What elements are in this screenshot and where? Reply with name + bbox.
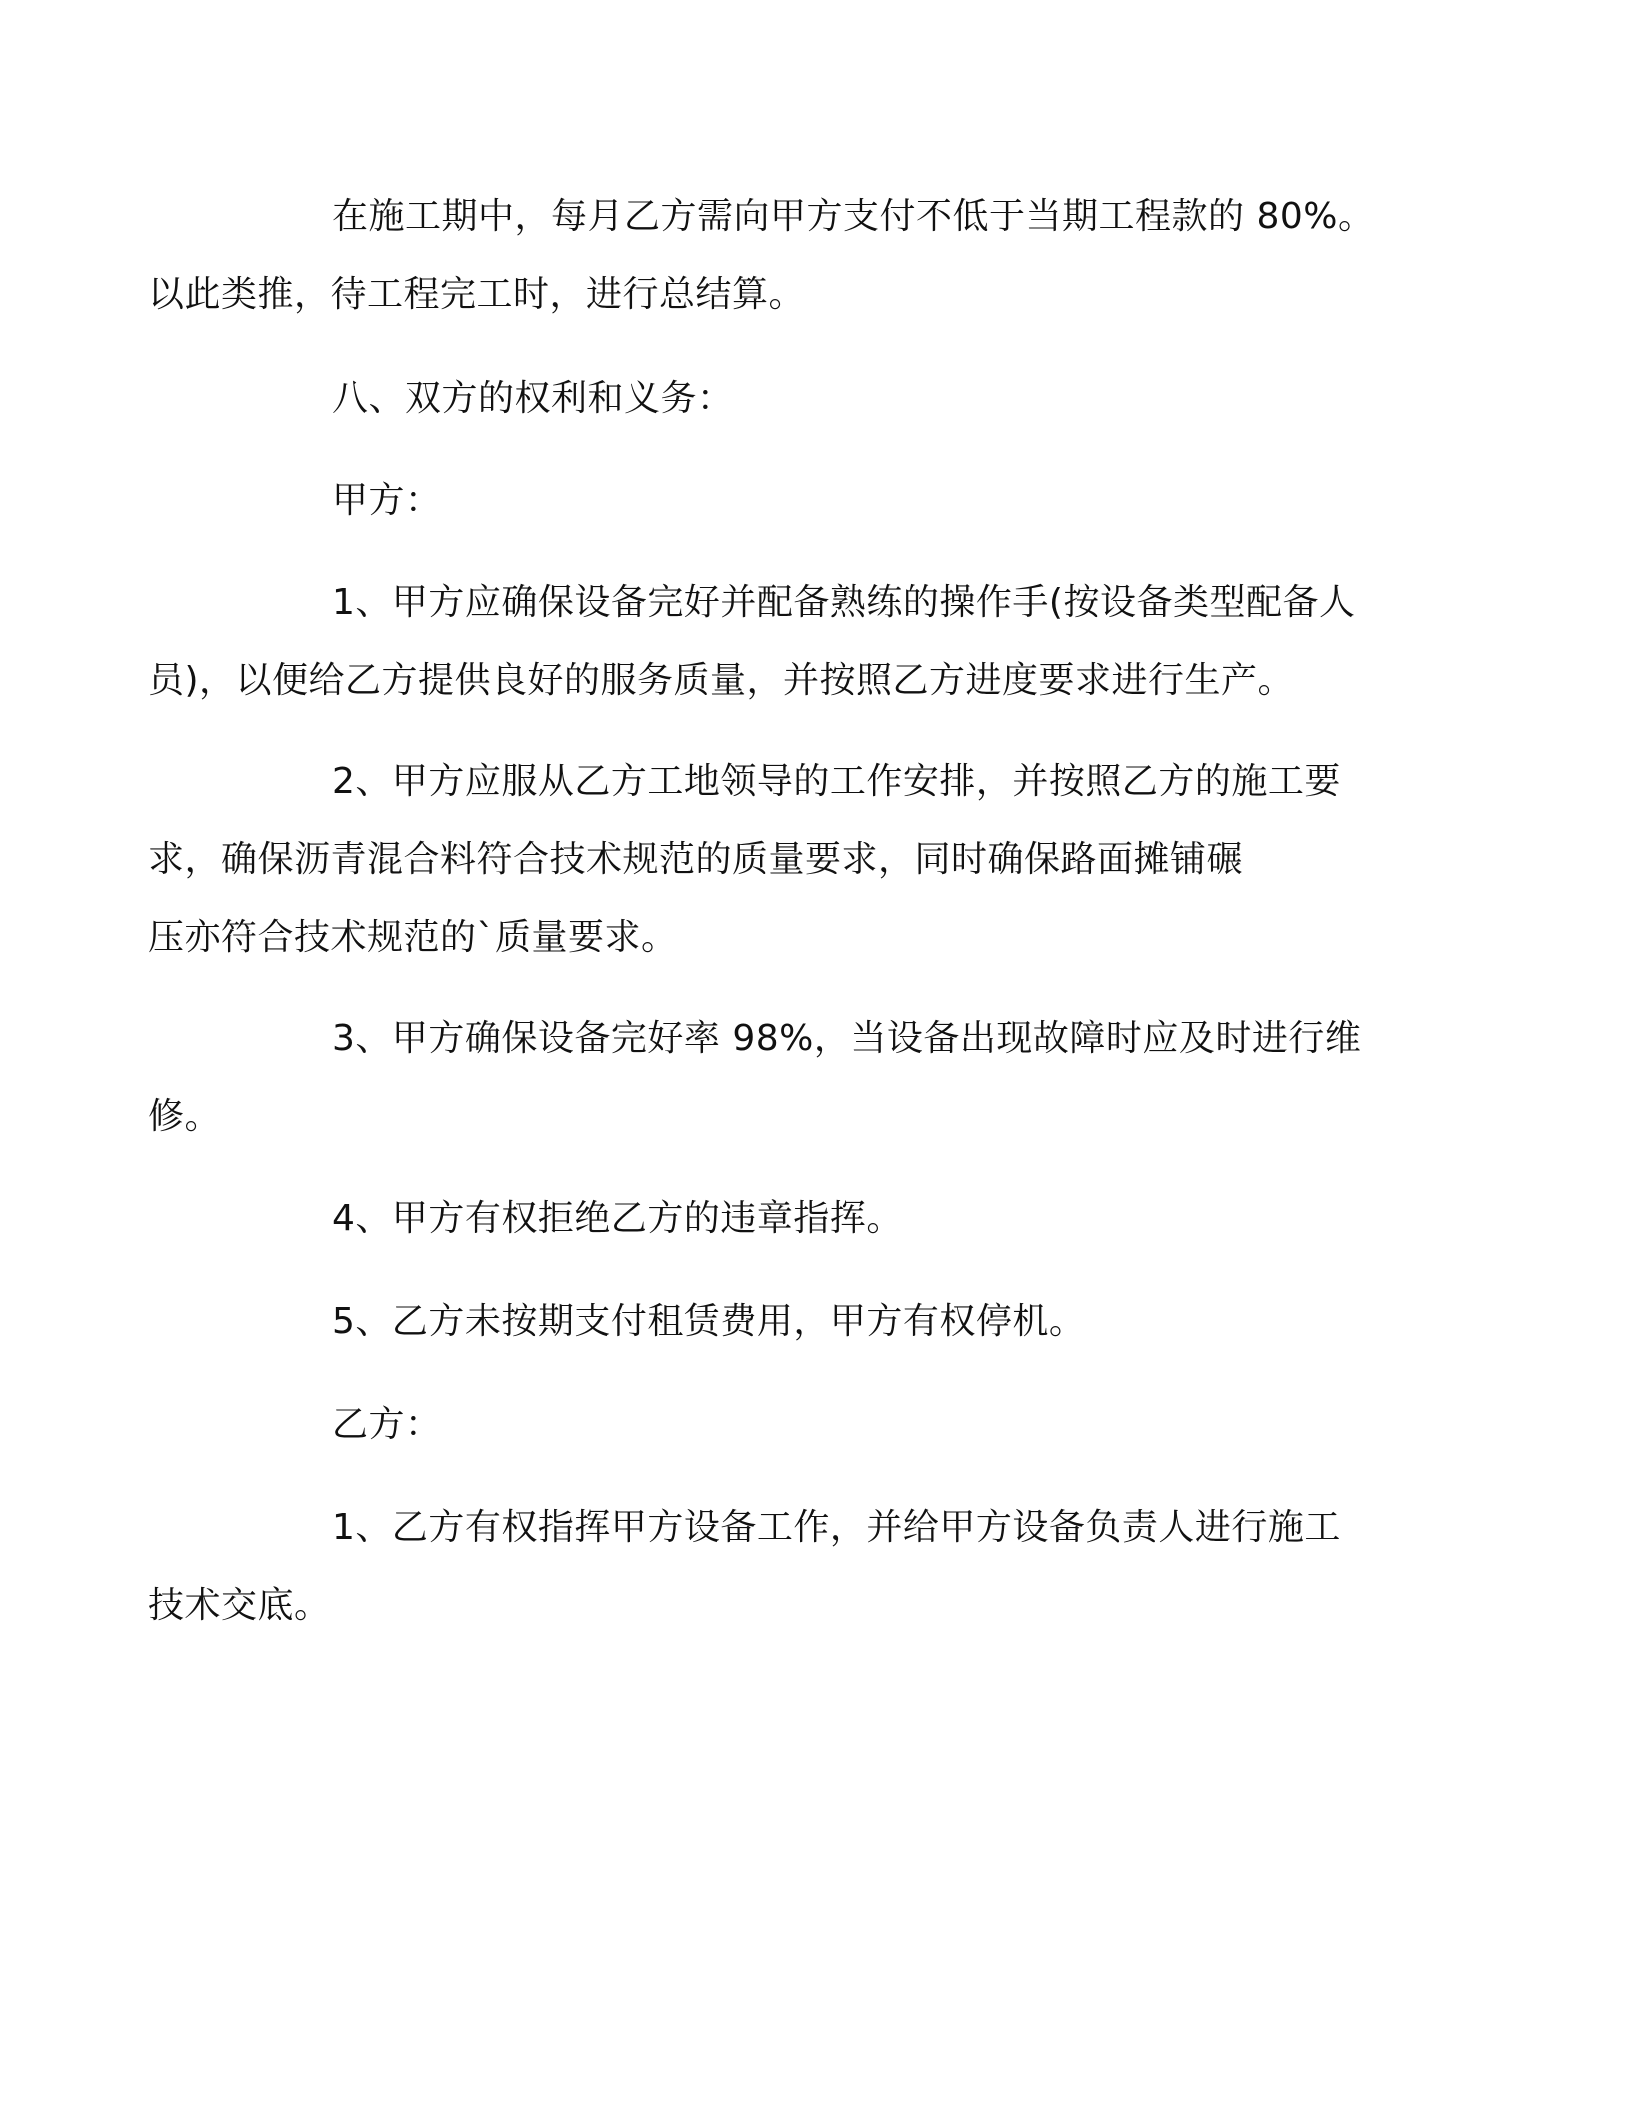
section-heading-text: 八、双方的权利和义务： bbox=[332, 378, 734, 419]
party-b-clause-1 bbox=[148, 1489, 1390, 1645]
party-b-heading bbox=[240, 1386, 1390, 1464]
party-b-heading-text: 乙方： bbox=[332, 1404, 442, 1445]
paragraph-line: 求，确保沥青混合料符合技术规范的质量要求，同时确保路面摊铺碾 bbox=[148, 839, 1244, 880]
paragraph-line: 1、乙方有权指挥甲方设备工作，并给甲方设备负责人进行施工 bbox=[332, 1507, 1341, 1548]
paragraph-line: 员)，以便给乙方提供良好的服务质量，并按照乙方进度要求进行生产。 bbox=[148, 660, 1295, 701]
paragraph-line: 4、甲方有权拒绝乙方的违章指挥。 bbox=[332, 1198, 903, 1239]
paragraph-line: 5、乙方未按期支付租赁费用，甲方有权停机。 bbox=[332, 1301, 1086, 1342]
party-a-clause-3 bbox=[148, 1000, 1390, 1156]
section-heading-rights-obligations bbox=[240, 360, 1390, 438]
party-a-heading bbox=[240, 462, 1390, 540]
paragraph-line: 修。 bbox=[148, 1096, 222, 1137]
paragraph-line: 3、甲方确保设备完好率 98%，当设备出现故障时应及时进行维 bbox=[332, 1018, 1362, 1059]
paragraph-line: 技术交底。 bbox=[148, 1585, 331, 1626]
party-a-clause-1 bbox=[148, 564, 1390, 720]
paragraph-payment-schedule bbox=[148, 178, 1390, 334]
party-a-clause-4 bbox=[240, 1180, 1390, 1258]
paragraph-line: 以此类推，待工程完工时，进行总结算。 bbox=[148, 274, 806, 315]
paragraph-line: 在施工期中，每月乙方需向甲方支付不低于当期工程款的 80%。 bbox=[332, 196, 1375, 237]
paragraph-line: 1、甲方应确保设备完好并配备熟练的操作手(按设备类型配备人 bbox=[332, 582, 1356, 623]
party-a-heading-text: 甲方： bbox=[332, 480, 442, 521]
paragraph-line: 压亦符合技术规范的`质量要求。 bbox=[148, 917, 678, 958]
paragraph-line: 2、甲方应服从乙方工地领导的工作安排，并按照乙方的施工要 bbox=[332, 761, 1341, 802]
party-a-clause-2 bbox=[148, 743, 1390, 977]
party-a-clause-5 bbox=[240, 1283, 1390, 1361]
